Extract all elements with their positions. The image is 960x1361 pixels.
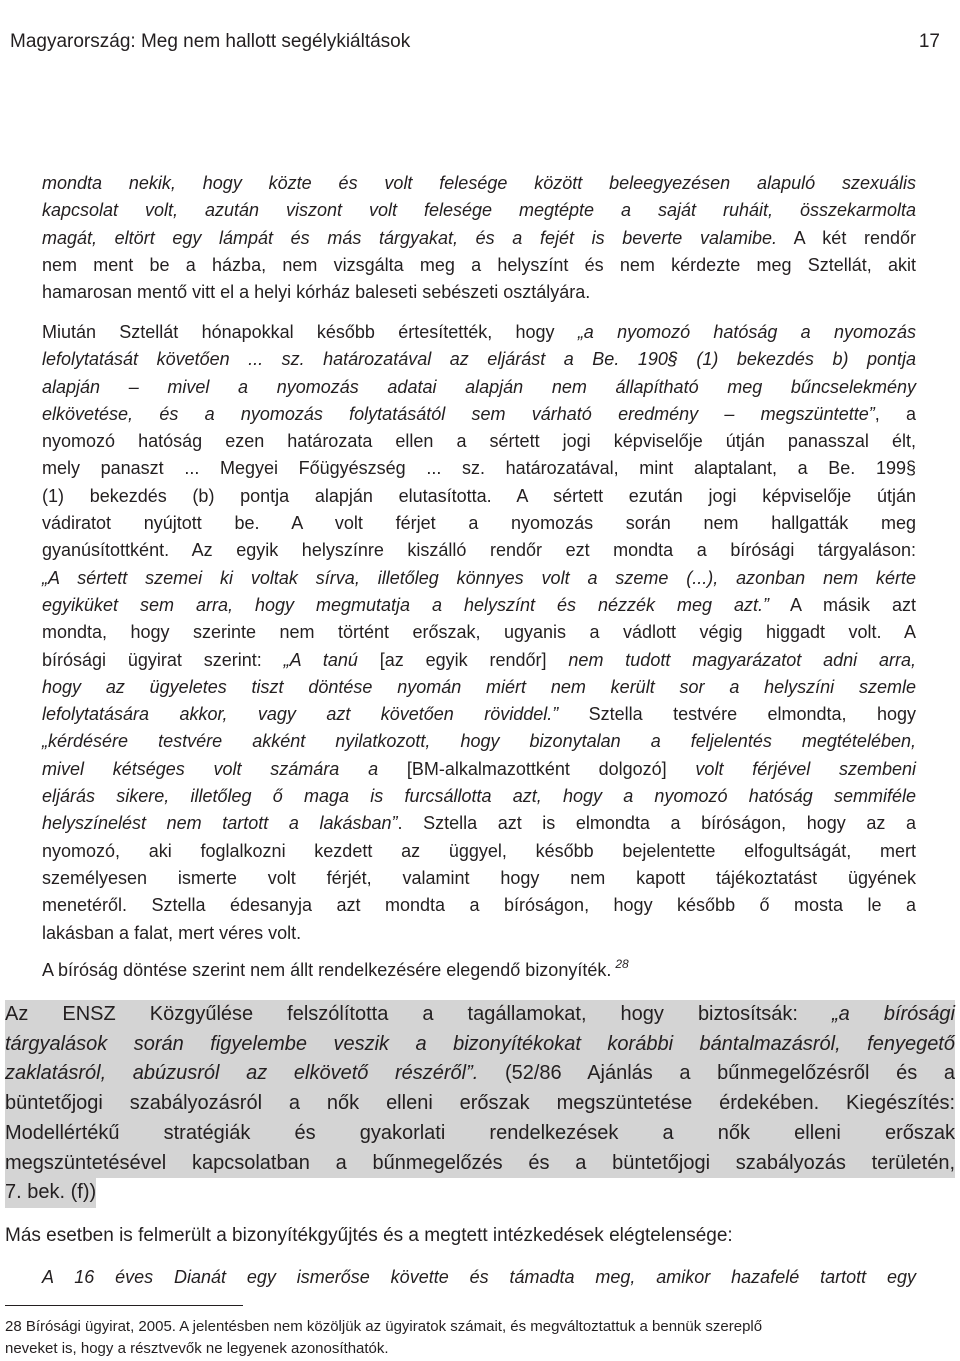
footnote-line-2: neveket is, hogy a résztvevők ne legyenek azonosíthatók.	[5, 1340, 389, 1357]
italic-text-run: „A tanú	[283, 649, 380, 670]
text-run: (52/86 Ajánlás a bűnmegelőzésről és a	[478, 1062, 955, 1085]
text-line	[42, 838, 916, 865]
italic-text-run: volt férjével szembeni	[666, 758, 917, 779]
text-line	[42, 170, 916, 197]
italic-text-run: helyszínelést nem tartott a lakásban”	[42, 813, 398, 834]
text-run: nyomozó hatóság ezen határozata ellen a sértett jogi képviselője útján panasszal élt,	[42, 431, 916, 452]
text-line	[42, 346, 916, 373]
italic-text-run: hogy az ügyeletes tiszt döntése nyomán miért nem került sor a helyszíni szemle	[42, 676, 916, 697]
text-line	[42, 892, 916, 919]
text-line	[5, 1089, 955, 1119]
text-run: bírósági ügyirat szerint:	[42, 649, 284, 670]
text-line	[42, 756, 916, 783]
text-run: mondta, hogy szerinte nem történt erőszak, ugyanis a vádlott végig higgadt volt. A	[42, 622, 916, 643]
italic-text-run: alapján – mivel a nyomozás adatai alapján nem állapítható meg bűncselekmény	[42, 376, 916, 397]
italic-text-run: tárgyalások során figyelembe veszik a bizonyítékokat korábbi bántalmazásról, fenyegető	[5, 1032, 955, 1055]
text-line	[5, 1059, 955, 1089]
intro-sentence: Más esetben is felmerült a bizonyítékgyűjtés és a megtett intézkedések elégtelensége:	[5, 1225, 733, 1246]
italic-text-run: nem tudott magyarázatot adni arra,	[546, 649, 917, 670]
text-run: A másik azt	[769, 594, 916, 615]
text-run: . Sztella azt is elmondta a bíróságon, hogy az a	[397, 813, 916, 834]
italic-text-run: lefolytatását követően ... sz. határozatával az eljárást a Be. 190§ (1) bekezdés b) pontja	[42, 349, 916, 370]
text-run: Modellértékű stratégiák és gyakorlati rendelkezések a nők elleni erőszak	[5, 1121, 955, 1144]
italic-text-run: eljárás sikere, illetőleg ő maga is furcsállotta azt, hogy a nyomozó hatóság semmiféle	[42, 786, 916, 807]
text-line	[42, 810, 916, 837]
text-run: Sztella testvére elmondta, hogy	[558, 704, 916, 725]
footnote-line-1	[5, 1316, 762, 1338]
text-line	[5, 1030, 955, 1060]
text-line	[42, 537, 916, 564]
text-line	[42, 701, 916, 728]
case-study-paragraph-2	[42, 319, 916, 947]
text-run: Miután Sztellát hónapokkal később értesítették, hogy	[42, 322, 578, 342]
italic-text-run: „a nyomozó hatóság a nyomozás	[577, 322, 916, 342]
text-line	[5, 1178, 96, 1208]
text-line	[42, 401, 916, 428]
text-run: megszüntetésével kapcsolatban a bűnmegelőzés és a büntetőjogi szabályozás területén,	[5, 1151, 955, 1174]
italic-text-run: elkövetése, és a nyomozás folytatásától sem várható eredmény – megszüntette”	[42, 403, 875, 424]
text-line	[42, 565, 916, 592]
page-number: 17	[918, 31, 940, 52]
running-header-title: Magyarország: Meg nem hallott segélykiáltások	[10, 31, 411, 52]
footnote-divider	[5, 1305, 243, 1306]
italic-text-run: „a bírósági	[832, 1003, 955, 1025]
text-run: , a	[874, 403, 916, 424]
text-line	[42, 279, 916, 306]
un-recommendation-box	[5, 1000, 955, 1208]
footnote-number: 28	[5, 1318, 22, 1335]
italic-text-run: zaklatásról, abúzusról az elkövető részéről”.	[5, 1062, 479, 1085]
case-study-paragraph-1	[42, 170, 916, 306]
text-run: menetéről. Sztella édesanyja azt mondta a bíróságon, hogy később ő mosta le a	[42, 895, 916, 916]
text-line	[42, 592, 916, 619]
text-line	[42, 728, 916, 755]
text-run: A két rendőr	[777, 227, 916, 248]
text-line	[42, 647, 916, 674]
italic-text-run: mivel kétséges volt számára a	[42, 758, 407, 779]
text-line	[42, 252, 916, 279]
text-line	[42, 197, 916, 224]
text-run: [az egyik rendőr]	[379, 649, 547, 670]
text-line	[42, 483, 916, 510]
text-line	[42, 225, 916, 252]
text-line	[42, 455, 916, 482]
text-line	[42, 619, 916, 646]
text-line	[42, 428, 916, 455]
text-line	[42, 510, 916, 537]
text-line	[5, 1149, 955, 1179]
text-run: gyanúsítottként. Az egyik helyszínre kiszálló rendőr ezt mondta a bírósági tárgyaláson:	[42, 540, 916, 561]
text-run: (1) bekezdés (b) pontja alapján elutasította. A sértett ezután jogi képviselője útján	[42, 485, 916, 506]
conclusion-text: A bíróság döntése szerint nem állt rendelkezésére elegendő bizonyíték.	[42, 960, 612, 980]
text-line	[42, 674, 916, 701]
text-run: hamarosan mentő vitt el a helyi kórház baleseti sebészeti osztályára.	[42, 282, 591, 303]
italic-text-run: mondta nekik, hogy közte és volt felesége között beleegyezésen alapuló szexuális	[42, 173, 916, 193]
text-run: büntetőjogi szabályozásról a nők elleni erőszak megszüntetése érdekében. Kiegészítés:	[5, 1092, 955, 1115]
case-study-2-first-line: A 16 éves Dianát egy ismerőse követte és támadta meg, amikor hazafelé tartott egy	[42, 1267, 916, 1287]
italic-text-run: lefolytatására akkor, vagy azt követően röviddel.”	[42, 704, 559, 725]
text-run: mely panaszt ... Megyei Főügyészség ... sz. határozatával, mint alaptalant, a Be. 199§	[42, 458, 916, 479]
italic-text-run: kapcsolat volt, azután viszont volt felesége megtépte a saját ruháit, összekarmolta	[42, 200, 916, 221]
text-line	[42, 920, 916, 947]
text-line	[5, 1000, 955, 1030]
footnote	[5, 1316, 762, 1360]
text-run: nyomozó, aki foglalkozni kezdett az üggyel, később bejelentette elfogultságát, mert	[42, 840, 916, 861]
text-line	[42, 783, 916, 810]
text-run: [BM-alkalmazottként dolgozó]	[406, 758, 667, 779]
footnote-text: Bírósági ügyirat, 2005. A jelentésben nem közöljük az ügyiratok számait, és megváltoztattuk a bennük szereplő	[25, 1318, 763, 1335]
text-run: Az ENSZ Közgyűlése felszólította a tagállamokat, hogy biztosítsák:	[5, 1003, 833, 1025]
text-run: vádiratot nyújtott be. A volt férjet a nyomozás során nem hallgatták meg	[42, 513, 916, 534]
footnote-reference: 28	[615, 957, 629, 971]
text-line	[5, 1119, 955, 1149]
text-line	[42, 319, 916, 346]
case-study-conclusion	[42, 957, 629, 986]
text-run: lakásban a falat, mert véres volt.	[42, 922, 302, 943]
text-run: nem ment be a házba, nem vizsgálta meg a helyszínt és nem kérdezte meg Sztellát, akit	[42, 254, 916, 275]
italic-text-run: egyiküket sem arra, hogy megmutatja a helyszínt és nézzék meg azt.”	[42, 594, 770, 615]
text-line	[42, 865, 916, 892]
text-line	[42, 374, 916, 401]
text-run: személyesen ismerte volt férjét, valamint hogy nem kapott tájékoztatást ügyének	[42, 867, 916, 888]
italic-text-run: „kérdésére testvére akként nyilatkozott, hogy bizonytalan a feljelentés megtételében,	[42, 731, 916, 752]
italic-text-run: „A sértett szemei ki voltak sírva, illetőleg könnyes volt a szeme (...), azonban nem kérte	[42, 567, 916, 588]
text-run: 7. bek. (f))	[5, 1181, 97, 1204]
italic-text-run: magát, eltört egy lámpát és más tárgyakat, és a fejét is beverte valamibe.	[42, 227, 777, 248]
